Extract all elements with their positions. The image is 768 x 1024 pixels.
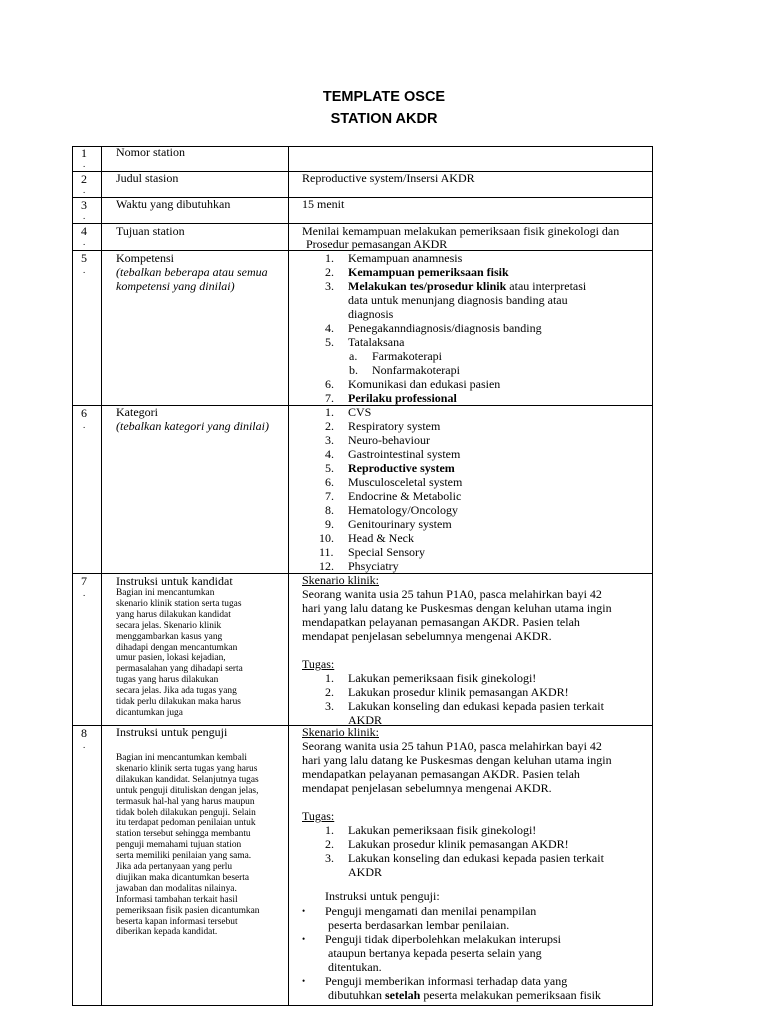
note-line: dihadapi dengan mencantumkan — [116, 642, 238, 653]
text-run: Penegakanndiagnosis/diagnosis banding — [348, 321, 542, 335]
row-number: 7 — [81, 574, 87, 588]
value-tujuan: Prosedur pemasangan AKDR — [306, 237, 448, 251]
text-run: Special Sensory — [348, 545, 425, 559]
kompetensi-item — [348, 251, 462, 265]
text-run: peserta berdasarkan lembar penilaian. — [328, 918, 510, 932]
list-number: a. — [349, 349, 358, 363]
label-instruksi-penguji: Instruksi untuk penguji — [116, 725, 228, 739]
text-run: Respiratory system — [348, 419, 441, 433]
note-line: permasalahan yang dihadapi serta — [116, 664, 243, 675]
instruksi-item — [328, 988, 601, 1002]
note-line: beserta kapan informasi tersebut — [116, 916, 238, 927]
note-line: tugas yang harus dilakukan — [116, 675, 219, 686]
note-line: secara jelas. Jika ada tugas yang — [116, 686, 237, 697]
label-kompetensi: Kompetensi — [116, 251, 174, 265]
list-number: 11. — [319, 545, 334, 559]
row-number-dot: . — [83, 159, 86, 169]
note-line: yang harus dilakukan kandidat — [116, 609, 231, 620]
note-line: diujikan maka dicantumkan beserta — [116, 872, 250, 883]
tugas-item: Lakukan pemeriksaan fisik ginekologi! — [348, 823, 537, 837]
tugas-item: AKDR — [348, 865, 383, 879]
instruksi-item — [328, 946, 542, 960]
list-number: 5. — [325, 461, 334, 475]
text-run: CVS — [348, 405, 372, 419]
kategori-item — [348, 433, 430, 447]
list-number: 10. — [319, 531, 334, 545]
skenario-line: mendapatkan pelayanan pemasangan AKDR. Pasien telah — [302, 615, 580, 629]
row-number-dot: . — [83, 265, 86, 275]
label-tujuan: Tujuan station — [116, 224, 185, 238]
text-run: Penguji tidak diperbolehkan melakukan interupsi — [325, 932, 561, 946]
document-subtitle: STATION AKDR — [330, 111, 438, 127]
list-number: 3. — [325, 433, 334, 447]
kompetensi-item — [372, 349, 442, 363]
text-run: Hematology/Oncology — [348, 503, 458, 517]
skenario-line: mendapat penjelasan sebelumnya mengenai AKDR. — [302, 781, 552, 795]
list-number: 6. — [325, 377, 334, 391]
bullet-icon: • — [302, 976, 306, 986]
kategori-item — [348, 545, 425, 559]
text-run: Genitourinary system — [348, 517, 452, 531]
tugas-heading: Tugas: — [302, 657, 335, 671]
list-number: 3. — [325, 699, 334, 713]
note-line: Informasi tambahan terkait hasil — [116, 894, 238, 905]
list-number: 2. — [325, 265, 334, 279]
row-number: 4 — [81, 224, 87, 238]
note-line: untuk penguji dituliskan dengan jelas, — [116, 785, 259, 796]
text-run: diagnosis — [348, 307, 394, 321]
list-number: 2. — [325, 685, 334, 699]
text-run: Tatalaksana — [348, 335, 405, 349]
list-number: 9. — [325, 517, 334, 531]
kategori-item — [348, 419, 440, 433]
text-run: setelah — [385, 988, 421, 1002]
row-number-dot: . — [83, 185, 86, 195]
kategori-item — [348, 489, 461, 503]
instruksi-item — [328, 918, 509, 932]
row-number-dot: . — [83, 420, 86, 430]
text-run: Musculosceletal system — [348, 475, 463, 489]
kompetensi-item — [372, 363, 460, 377]
kompetensi-item — [348, 265, 509, 279]
list-number: 1. — [325, 405, 334, 419]
skenario-heading: Skenario klinik: — [302, 573, 379, 587]
value-tujuan: Menilai kemampuan melakukan pemeriksaan fisik ginekologi dan — [302, 224, 620, 238]
tugas-heading: Tugas: — [302, 809, 335, 823]
list-number: 8. — [325, 503, 334, 517]
text-run: Penguji memberikan informasi terhadap data yang — [325, 974, 568, 988]
kategori-item — [348, 475, 462, 489]
skenario-heading: Skenario klinik: — [302, 725, 379, 739]
row-number-dot: . — [83, 211, 86, 221]
row-number-dot: . — [83, 740, 86, 750]
list-number: 12. — [319, 559, 334, 573]
kategori-item — [348, 461, 455, 475]
tugas-item: Lakukan pemeriksaan fisik ginekologi! — [348, 671, 537, 685]
list-number: 4. — [325, 321, 334, 335]
skenario-line: mendapat penjelasan sebelumnya mengenai AKDR. — [302, 629, 552, 643]
list-number: 3. — [325, 279, 334, 293]
kompetensi-item — [348, 391, 457, 405]
note-line: tidak boleh dilakukan penguji. Selain — [116, 807, 256, 818]
kategori-item — [348, 405, 371, 419]
list-number: 5. — [325, 335, 334, 349]
row-number-dot: . — [83, 588, 86, 598]
label-nomor-station: Nomor station — [116, 145, 185, 159]
list-number: 3. — [325, 851, 334, 865]
note-line: serta memiliki penilaian yang sama. — [116, 851, 252, 862]
text-run: peserta melakukan pemeriksaan fisik — [420, 988, 601, 1002]
note-line: termasuk hal-hal yang harus maupun — [116, 796, 255, 807]
text-run: ditentukan. — [328, 960, 382, 974]
label-judul-stasion: Judul stasion — [116, 171, 179, 185]
note-line: Jika ada pertanyaan yang perlu — [116, 862, 233, 872]
text-run: Melakukan tes/prosedur klinik — [348, 279, 507, 293]
row-number: 2 — [81, 172, 87, 186]
list-number: 7. — [325, 489, 334, 503]
document-title: TEMPLATE OSCE — [322, 89, 446, 105]
label-waktu: Waktu yang dibutuhkan — [116, 197, 231, 211]
row-number: 6 — [81, 406, 87, 420]
list-number: 2. — [325, 837, 334, 851]
instruksi-item — [325, 974, 567, 988]
label-kategori: Kategori — [116, 405, 158, 419]
tugas-item: Lakukan konseling dan edukasi kepada pasien terkait — [348, 851, 604, 865]
row-number: 1 — [81, 146, 87, 160]
row-number: 5 — [81, 251, 87, 265]
note-line: diberikan kepada kandidat. — [116, 927, 218, 938]
instruksi-heading: Instruksi untuk penguji: — [325, 889, 440, 903]
text-run: Nonfarmakoterapi — [372, 363, 460, 377]
tugas-item: Lakukan prosedur klinik pemasangan AKDR! — [348, 685, 569, 699]
text-run: Farmakoterapi — [372, 349, 442, 363]
kategori-item — [348, 531, 414, 545]
text-run: data untuk menunjang diagnosis banding atau — [348, 293, 568, 307]
kompetensi-item — [348, 293, 568, 307]
instruksi-item — [328, 960, 382, 974]
value-judul: Reproductive system/Insersi AKDR — [302, 171, 475, 185]
kategori-item — [348, 559, 399, 573]
row-number: 3 — [81, 198, 87, 212]
kompetensi-note: kompetensi yang dinilai) — [116, 279, 235, 293]
instruksi-item — [325, 932, 561, 946]
text-run: Kemampuan pemeriksaan fisik — [348, 265, 509, 279]
note-line: dicantumkan juga — [116, 707, 183, 718]
note-line: Bagian ini mencantumkan — [116, 588, 215, 598]
list-number: 6. — [325, 475, 334, 489]
text-run: Perilaku professional — [348, 391, 457, 405]
tugas-item: Lakukan prosedur klinik pemasangan AKDR! — [348, 837, 569, 851]
note-line: pemeriksaan fisik pasien dicantumkan — [116, 905, 260, 916]
text-run: Penguji mengamati dan menilai penampilan — [325, 904, 537, 918]
list-number: 1. — [325, 671, 334, 685]
row-number: 8 — [81, 726, 87, 740]
note-line: skenario klinik station serta tugas — [116, 598, 242, 609]
kompetensi-note: (tebalkan beberapa atau semua — [116, 265, 268, 279]
note-line: Bagian ini mencantumkan kembali — [116, 753, 247, 763]
text-run: ataupun bertanya kepada peserta selain yang — [328, 946, 542, 960]
kompetensi-item — [348, 307, 393, 321]
text-run: Gastrointestinal system — [348, 447, 461, 461]
note-line: dilakukan kandidat. Selanjutnya tugas — [116, 774, 259, 785]
note-line: jawaban dan modalitas nilainya. — [116, 883, 237, 894]
note-line: secara jelas. Skenario klinik — [116, 620, 222, 631]
text-run: atau interpretasi — [506, 279, 587, 293]
value-waktu: 15 menit — [302, 197, 345, 211]
text-run: Kemampuan anamnesis — [348, 251, 463, 265]
tugas-item: Lakukan konseling dan edukasi kepada pasien terkait — [348, 699, 604, 713]
text-run: Komunikasi dan edukasi pasien — [348, 377, 501, 391]
note-line: penguji memahami tujuan station — [116, 840, 242, 851]
list-number: 1. — [325, 251, 334, 265]
skenario-line: hari yang lalu datang ke Puskesmas dengan keluhan utama ingin — [302, 601, 612, 615]
tugas-item: AKDR — [348, 713, 383, 727]
kategori-item — [348, 517, 452, 531]
kompetensi-item — [348, 377, 500, 391]
bullet-icon: • — [302, 934, 306, 944]
kompetensi-item — [348, 321, 542, 335]
kategori-item — [348, 447, 460, 461]
kompetensi-item — [348, 279, 586, 293]
text-run: Endocrine & Metabolic — [348, 489, 462, 503]
kategori-item — [348, 503, 458, 517]
note-line: umur pasien, lokasi kejadian, — [116, 653, 226, 664]
list-number: 2. — [325, 419, 334, 433]
text-run: Neuro-behaviour — [348, 433, 430, 447]
bullet-icon: • — [302, 906, 306, 916]
skenario-line: mendapatkan pelayanan pemasangan AKDR. Pasien telah — [302, 767, 580, 781]
text-run: Reproductive system — [348, 461, 455, 475]
kategori-note: (tebalkan kategori yang dinilai) — [116, 419, 269, 433]
list-number: b. — [349, 363, 358, 377]
note-line: skenario klinik serta tugas yang harus — [116, 763, 258, 774]
row-number-dot: . — [83, 237, 86, 247]
note-line: itu terdapat pedoman penilaian untuk — [116, 818, 256, 829]
skenario-line: Seorang wanita usia 25 tahun P1A0, pasca melahirkan bayi 42 — [302, 739, 602, 753]
label-instruksi-kandidat: Instruksi untuk kandidat — [116, 574, 233, 588]
list-number: 1. — [325, 823, 334, 837]
text-run: dibutuhkan — [328, 988, 385, 1002]
note-line: tidak perlu dilakukan maka harus — [116, 697, 241, 707]
skenario-line: hari yang lalu datang ke Puskesmas dengan keluhan utama ingin — [302, 753, 612, 767]
note-line: menggambarkan kasus yang — [116, 631, 223, 642]
text-run: Phsyciatry — [348, 559, 399, 573]
list-number: 7. — [325, 391, 334, 405]
text-run: Head & Neck — [348, 531, 414, 545]
note-line: station tersebut sehingga membantu — [116, 829, 251, 840]
kompetensi-item — [348, 335, 404, 349]
instruksi-item — [325, 904, 536, 918]
list-number: 4. — [325, 447, 334, 461]
skenario-line: Seorang wanita usia 25 tahun P1A0, pasca melahirkan bayi 42 — [302, 587, 602, 601]
